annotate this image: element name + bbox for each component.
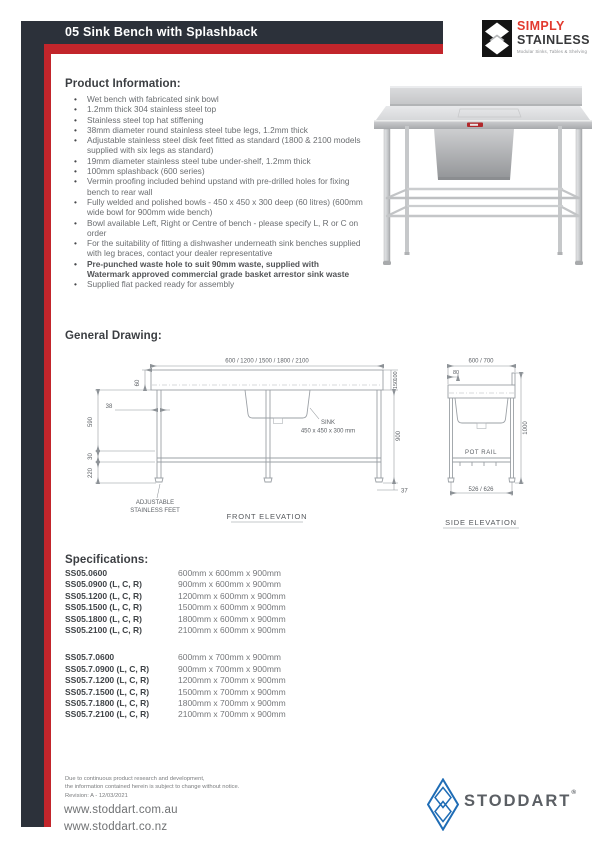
website-link-au[interactable] xyxy=(64,804,178,816)
model-size: 1500mm x 600mm x 900mm xyxy=(178,602,286,613)
header-accent-bar-red xyxy=(44,44,443,54)
list-item-highlighted: • Pre-punched waste hole to suit 90mm waste, supplied with Watermark approved commercial grade basket arrestor sink waste xyxy=(65,259,363,280)
pot-rail-label: POT RAIL xyxy=(464,450,498,456)
model-number: SS05.1500 (L, C, R) xyxy=(65,602,143,613)
model-size: 1200mm x 600mm x 900mm xyxy=(178,590,286,601)
disclaimer-line2: the information contained herein is subject to change without notice. xyxy=(65,784,240,790)
front-width-label: 600 / 1200 / 1500 / 1800 / 2100 xyxy=(225,358,309,365)
model-size: 2100mm x 700mm x 900mm xyxy=(178,709,286,720)
list-item: • For the suitability of fitting a dishwasher underneath sink benches supplied with leg braces, contact your dealer representative xyxy=(65,238,363,259)
stoddart-wordmark xyxy=(464,788,577,811)
dim-37: 37 xyxy=(401,488,408,495)
list-item: • 38mm diameter round stainless steel tube legs, 1.2mm thick xyxy=(65,125,363,135)
model-number: SS05.0900 (L, C, R) xyxy=(65,579,143,590)
bench-splashback xyxy=(390,86,582,106)
list-item: • Adjustable stainless steel disk feet fitted as standard (1800 & 2100 models supplied with six legs as standard) xyxy=(65,135,363,156)
side-elevation-caption: SIDE ELEVATION xyxy=(445,518,517,527)
table-row xyxy=(65,664,286,675)
table-row xyxy=(65,652,286,663)
stoddart-logo-text: STODDART xyxy=(464,792,572,810)
dim-60: 60 xyxy=(135,379,141,387)
list-item: • Wet bench with fabricated sink bowl xyxy=(65,94,363,104)
sink-bowl xyxy=(434,129,514,180)
model-size: 900mm x 700mm x 900mm xyxy=(178,663,281,674)
list-item: • 100mm splashback (600 series) xyxy=(65,166,363,176)
website-link-au-text[interactable]: www.stoddart.com.au xyxy=(64,804,178,816)
model-size: 1200mm x 700mm x 900mm xyxy=(178,675,286,686)
table-row xyxy=(65,614,286,625)
page-title: 05 Sink Bench with Splashback xyxy=(65,25,258,39)
model-number: SS05.1800 (L, C, R) xyxy=(65,613,143,624)
table-row xyxy=(65,602,286,613)
dim-38: 38 xyxy=(105,404,113,410)
model-number: SS05.2100 (L, C, R) xyxy=(65,624,143,635)
table-row xyxy=(65,687,286,698)
brand-tagline: Modular Sinks, Tables & Shelving xyxy=(517,49,588,54)
model-size: 900mm x 600mm x 900mm xyxy=(178,579,281,590)
simply-stainless-logo-icon xyxy=(482,20,512,57)
model-size: 1500mm x 700mm x 900mm xyxy=(178,686,286,697)
model-size: 600mm x 700mm x 900mm xyxy=(178,652,281,663)
dim-590: 590 xyxy=(88,416,94,428)
feet-label-line2: STAINLESS FEET xyxy=(130,508,180,514)
table-row xyxy=(65,579,286,590)
side-width-label: 600 / 700 xyxy=(468,358,494,365)
product-photo xyxy=(372,76,594,272)
table-row xyxy=(65,698,286,709)
registered-trademark-icon: ® xyxy=(571,788,577,796)
list-item: • Fully welded and polished bowls - 450 x 450 x 300 deep (60 litres) (600mm wide bowl for 900mm wide bench) xyxy=(65,197,363,218)
dim-1000: 1000 xyxy=(523,421,529,435)
brand-name-stainless: STAINLESS xyxy=(517,33,590,47)
website-link-nz-text[interactable]: www.stoddart.co.nz xyxy=(64,821,168,833)
front-elevation-caption: FRONT ELEVATION xyxy=(226,512,308,521)
specifications-heading: Specifications: xyxy=(65,554,149,566)
dim-30: 30 xyxy=(88,453,94,460)
table-row xyxy=(65,591,286,602)
product-info-list xyxy=(65,94,363,290)
model-size: 1800mm x 700mm x 900mm xyxy=(178,697,286,708)
brand-name-simply: SIMPLY xyxy=(517,19,565,33)
list-item: • Supplied flat packed ready for assembly xyxy=(65,279,363,289)
dim-220: 220 xyxy=(88,467,94,479)
table-row xyxy=(65,625,286,636)
list-item: • 1.2mm thick 304 stainless steel top xyxy=(65,104,363,114)
list-item: • Vermin proofing included behind upstand with pre-drilled holes for fixing bench to rear wall xyxy=(65,176,363,197)
bench-top xyxy=(374,106,592,129)
model-number: SS05.1200 (L, C, R) xyxy=(65,590,143,601)
dim-900: 900 xyxy=(396,430,402,442)
model-number: SS05.7.2100 (L, C, R) xyxy=(65,709,150,720)
side-elevation xyxy=(443,359,529,529)
model-number: SS05.7.1500 (L, C, R) xyxy=(65,686,150,697)
table-row xyxy=(65,709,286,720)
dim-150: 150 xyxy=(393,379,399,390)
left-accent-strip-dark xyxy=(21,21,44,827)
list-item: • Bowl available Left, Right or Centre of bench - please specify L, R or C on order xyxy=(65,218,363,239)
model-size: 1800mm x 600mm x 900mm xyxy=(178,613,286,624)
list-item: • 19mm diameter stainless steel tube under-shelf, 1.2mm thick xyxy=(65,156,363,166)
table-row xyxy=(65,568,286,579)
website-link-nz[interactable] xyxy=(64,821,167,833)
dim-100: 100 xyxy=(393,371,399,381)
model-number: SS05.7.0900 (L, C, R) xyxy=(65,663,150,674)
list-item: • Stainless steel top hat stiffening xyxy=(65,115,363,125)
model-number: SS05.7.1800 (L, C, R) xyxy=(65,697,150,708)
stoddart-diamond-icon xyxy=(427,778,459,831)
general-drawing-heading: General Drawing: xyxy=(65,330,162,342)
footer-revision: Revision: A - 12/03/2021 xyxy=(65,793,128,799)
table-row xyxy=(65,675,286,686)
sink-size-label: 450 x 450 x 300 mm xyxy=(300,428,356,435)
pot-rail-shelf xyxy=(387,189,579,216)
model-number: SS05.7.1200 (L, C, R) xyxy=(65,675,150,686)
model-number: SS05.0600 xyxy=(65,568,108,578)
model-size: 2100mm x 600mm x 900mm xyxy=(178,624,286,635)
disclaimer-line1: Due to continuous product research and development, xyxy=(65,776,205,782)
specifications-table xyxy=(65,568,286,721)
left-accent-strip-red xyxy=(44,44,51,827)
sink-label: SINK xyxy=(320,420,336,426)
front-elevation xyxy=(88,359,408,523)
model-number: SS05.7.0600 xyxy=(65,652,115,663)
base-width-label: 526 / 626 xyxy=(468,487,494,493)
product-info-heading: Product Information: xyxy=(65,78,181,90)
model-size: 600mm x 600mm x 900mm xyxy=(178,568,281,578)
feet-label-line1: ADJUSTABLE xyxy=(135,500,175,506)
elevation-drawing xyxy=(60,352,540,534)
dim-80: 80 xyxy=(453,370,460,376)
footer-disclaimer xyxy=(65,775,239,791)
